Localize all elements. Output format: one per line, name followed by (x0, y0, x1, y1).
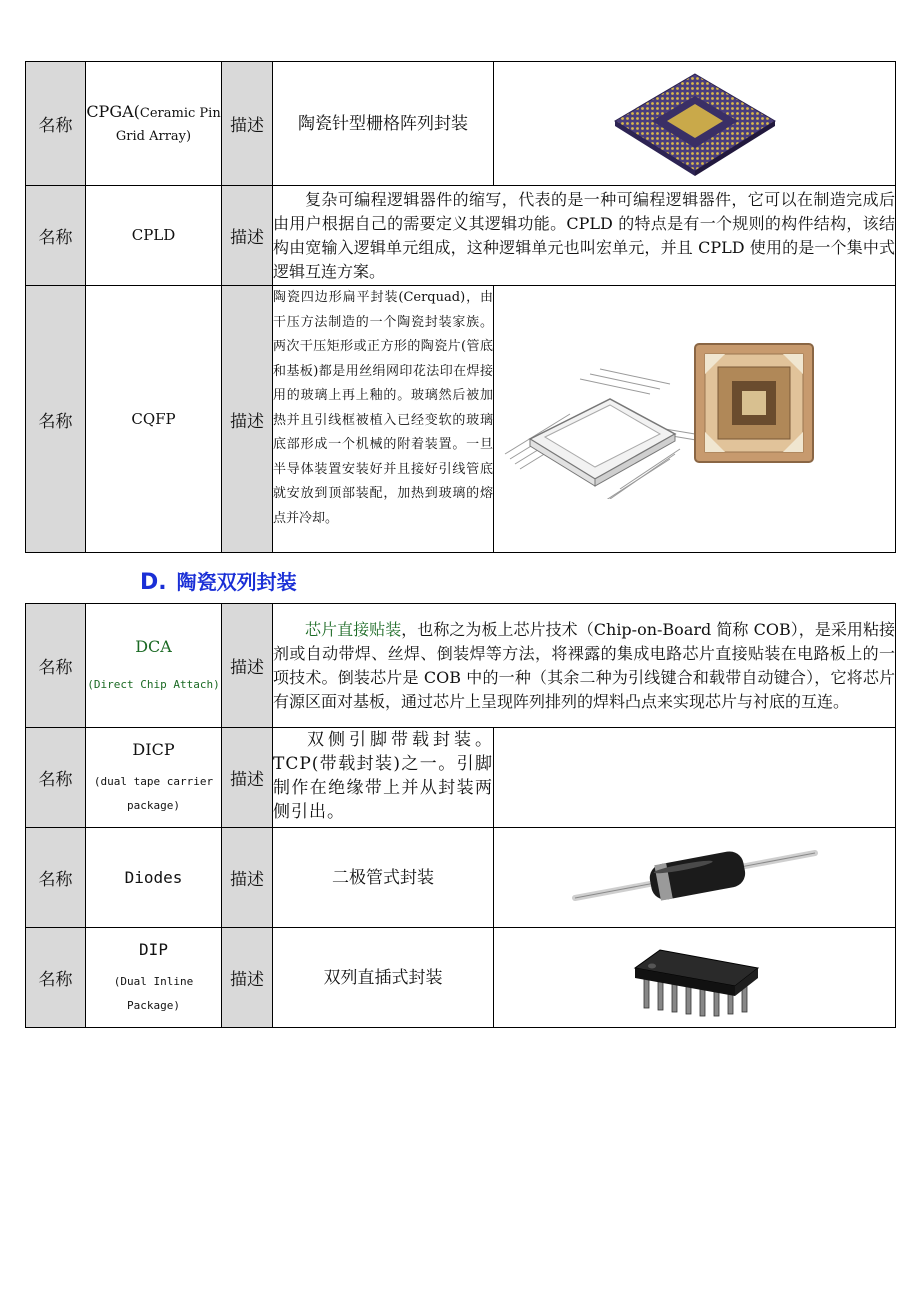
package-description: 双侧引脚带载封装。TCP(带载封装)之一。引脚制作在绝缘带上并从封装两侧引出。 (273, 728, 494, 828)
desc-label: 描述 (222, 286, 273, 553)
name-label: 名称 (26, 286, 86, 553)
cqfp-image (494, 286, 896, 553)
desc-label: 描述 (222, 928, 273, 1028)
name-label: 名称 (26, 62, 86, 186)
section-title: 陶瓷双列封装 (176, 570, 297, 594)
table-row (26, 728, 896, 828)
diode-icon (565, 843, 825, 913)
dip-image (494, 928, 896, 1028)
desc-label: 描述 (222, 828, 273, 928)
package-name: CPLD (86, 186, 222, 286)
desc-label: 描述 (222, 186, 273, 286)
section-heading (140, 566, 297, 595)
package-name: CQFP (86, 286, 222, 553)
table-row (26, 62, 896, 186)
table-row (26, 286, 896, 553)
diode-image (494, 828, 896, 928)
section-letter: D. (140, 570, 167, 595)
package-table-2 (25, 603, 896, 1028)
package-description: 双列直插式封装 (273, 928, 494, 1028)
name-label: 名称 (26, 928, 86, 1028)
table-row (26, 828, 896, 928)
package-description: 芯片直接贴装，也称之为板上芯片技术（Chip-on-Board 简称 COB），是采用粘接剂或自动带焊、丝焊、倒装焊等方法，将裸露的集成电路芯片直接贴装在电路板上的一项技术。倒装芯片是 COB 中的一种（其余二种为引线键合和载带自动键合），它将芯片有源区面对基板，通过芯片上呈现阵列排列的焊料凸点来实现芯片与衬底的互连。 (273, 604, 896, 728)
package-name: Diodes (86, 828, 222, 928)
package-name: CPGA(Ceramic Pin Grid Array) (86, 62, 222, 186)
cqfp-chip-icon (500, 339, 890, 499)
table-row (26, 928, 896, 1028)
package-description: 二极管式封装 (273, 828, 494, 928)
name-label: 名称 (26, 604, 86, 728)
package-description: 陶瓷四边形扁平封装(Cerquad)，由干压方法制造的一个陶瓷封装家族。两次干压矩形或正方形的陶瓷片(管底和基板)都是用丝绢网印花法印在焊接用的玻璃上再上釉的。玻璃然后被加热并且引线框被植入已经变软的玻璃底部形成一个机械的附着装置。一旦半导体装置安装好并且接好引线管底就安放到顶部装配，加热到玻璃的熔点并冷却。 (273, 286, 494, 553)
package-name: DCA (Direct Chip Attach) (86, 604, 222, 728)
dicp-image (494, 728, 896, 828)
cpga-image (494, 62, 896, 186)
name-label: 名称 (26, 186, 86, 286)
table-row (26, 604, 896, 728)
desc-label: 描述 (222, 62, 273, 186)
package-name: DIP (Dual Inline Package) (86, 928, 222, 1028)
cpga-chip-icon (610, 66, 780, 181)
package-description: 复杂可编程逻辑器件的缩写，代表的是一种可编程逻辑器件，它可以在制造完成后由用户根据自己的需要定义其逻辑功能。CPLD 的特点是有一个规则的构件结构，该结构由宽输入逻辑单元组成，这种逻辑单元也叫宏单元，并且 CPLD 使用的是一个集中式逻辑互连方案。 (273, 186, 896, 286)
package-description: 陶瓷针型栅格阵列封装 (273, 62, 494, 186)
name-label: 名称 (26, 728, 86, 828)
package-table-1 (25, 61, 896, 553)
package-name: DICP (dual tape carrier package) (86, 728, 222, 828)
desc-label: 描述 (222, 604, 273, 728)
desc-label: 描述 (222, 728, 273, 828)
dip-chip-icon (630, 938, 760, 1018)
table-row (26, 186, 896, 286)
name-label: 名称 (26, 828, 86, 928)
